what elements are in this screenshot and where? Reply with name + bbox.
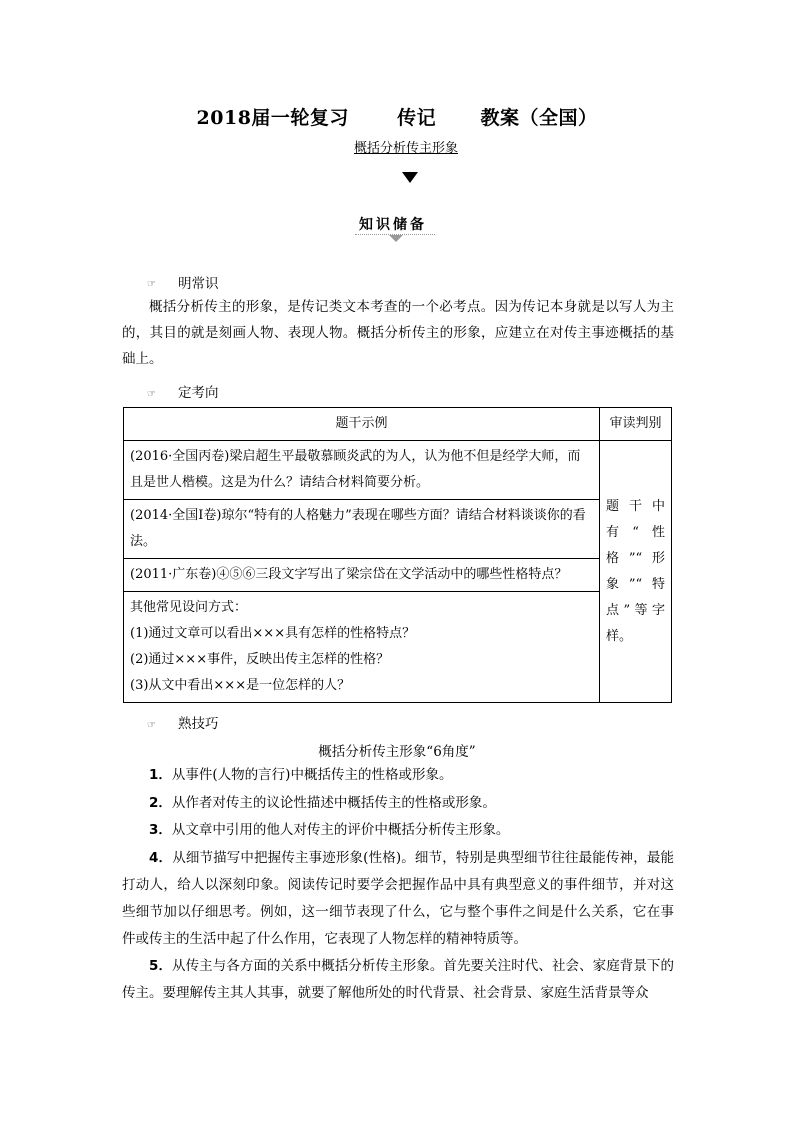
other-forms-title: 其他常见设问方式： <box>130 600 248 615</box>
item-number: 4． <box>149 850 173 866</box>
table-row: (2011·广东卷)④⑤⑥三段文字写出了梁宗岱在文学活动中的哪些性格特点？ <box>124 559 600 592</box>
page-title <box>0 103 794 130</box>
item-number: 2． <box>149 795 172 811</box>
list-item: (1)通过文章可以看出×××具有怎样的性格特点？ <box>130 626 416 641</box>
table-row: (2014·全国Ⅰ卷)琼尔“特有的人格魅力”表现在哪些方面？请结合材料谈谈你的看法。 <box>124 500 600 559</box>
table-header-examples: 题干示例 <box>124 408 600 441</box>
list-item: (3)从文中看出×××是一位怎样的人？ <box>130 678 351 693</box>
item-text: 从文章中引用的他人对传主的评价中概括分析传主形象。 <box>171 822 510 838</box>
section-label-dingkaoxiang: 定考向 <box>178 385 219 401</box>
pointing-hand-icon: ☞ <box>147 389 156 400</box>
list-item <box>122 762 674 788</box>
section-1-text: 概括分析传主的形象，是传记类文本考查的一个必考点。因为传记本身就是以写人为主的，其目的就是刻画人物、表现人物。概括分析传主的形象，应建立在对传主事迹概括的基础上。 <box>122 299 674 367</box>
list-item: (2)通过×××事件，反映出传主怎样的性格？ <box>130 652 390 667</box>
section-label-mingchangshi: 明常识 <box>178 276 219 292</box>
section-banner: 知识储备 <box>359 217 427 233</box>
judgement-cell: 题干中有“性格”“形象”“特点”等字样。 <box>600 441 672 703</box>
pointing-hand-icon: ☞ <box>147 279 156 290</box>
skills-title: 概括分析传主形象“6角度” <box>318 744 476 760</box>
triangle-down-icon <box>402 172 418 183</box>
title-part-2: 传记 <box>397 107 437 129</box>
title-part-3: 教案（全国） <box>480 107 598 129</box>
table-header-judgement: 审读判别 <box>600 408 672 441</box>
item-text: 从作者对传主的议论性描述中概括传主的性格或形象。 <box>171 795 496 811</box>
section-label-shujiqiao: 熟技巧 <box>178 716 219 732</box>
item-number: 3． <box>149 822 172 838</box>
list-item <box>122 845 674 953</box>
pointing-hand-icon: ☞ <box>147 720 156 731</box>
item-number: 1． <box>149 767 172 783</box>
list-item <box>122 790 674 816</box>
table-row: (2016·全国丙卷)梁启超生平最敬慕顾炎武的为人，认为他不但是经学大师，而且是世人楷模。这是为什么？请结合材料简要分析。 <box>124 441 600 500</box>
exam-question-table <box>123 407 672 703</box>
subtitle: 概括分析传主形象 <box>354 141 459 156</box>
list-item <box>122 953 674 1007</box>
list-item <box>122 817 674 843</box>
title-part-1: 2018届一轮复习 <box>196 107 349 129</box>
other-question-forms <box>124 592 600 703</box>
item-text: 从传主与各方面的关系中概括分析传主形象。首先要关注时代、社会、家庭背景下的传主。要理解传主其人其事，就要了解他所处的时代背景、社会背景、家庭生活背景等众 <box>122 958 674 1001</box>
item-number: 5． <box>149 958 173 974</box>
item-text: 从细节描写中把握传主事迹形象(性格)。细节，特别是典型细节往往最能传神，最能打动人，给人以深刻印象。阅读传记时要学会把握作品中具有典型意义的事件细节，并对这些细节加以仔细思考。例如，这一细节表现了什么，它与整个事件之间是什么关系，它在事件或传主的生活中起了什么作用，它表现了人物怎样的精神特质等。 <box>122 850 674 947</box>
banner-triangle-icon <box>389 235 403 242</box>
item-text: 从事件(人物的言行)中概括传主的性格或形象。 <box>171 767 453 783</box>
